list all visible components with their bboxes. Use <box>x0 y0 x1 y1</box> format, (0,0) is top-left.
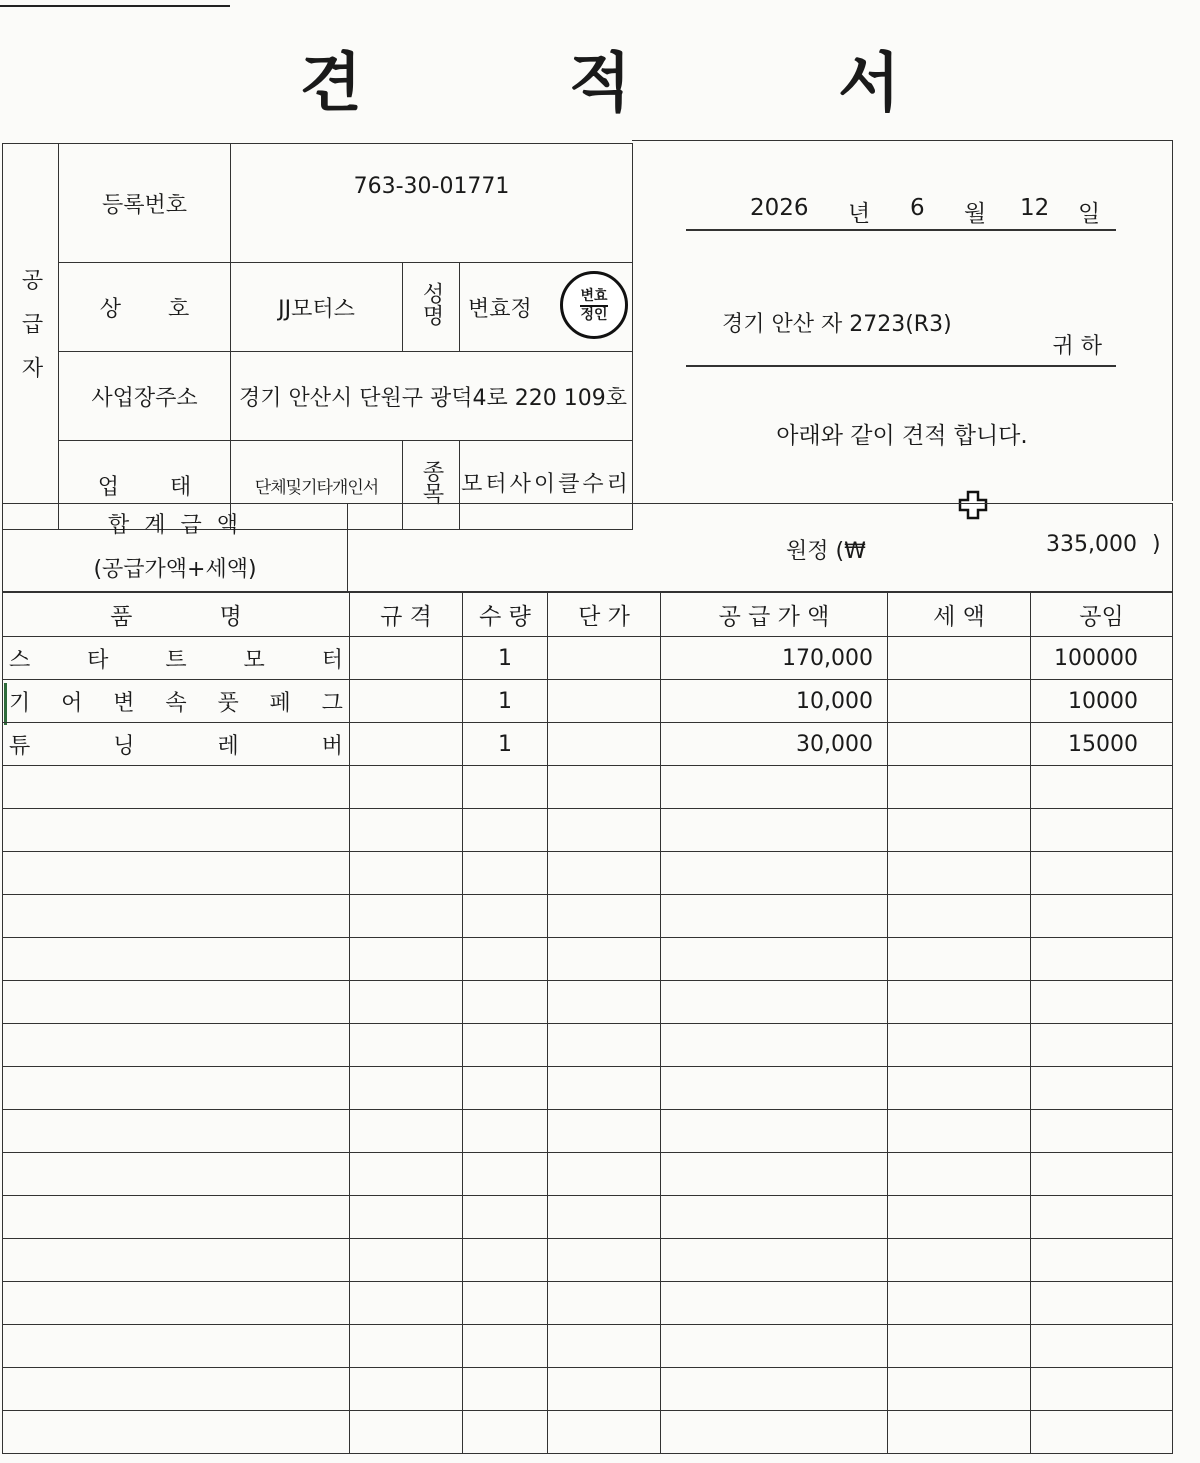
item-name-cell <box>3 1282 350 1325</box>
item-name-cell <box>3 938 350 981</box>
item-tax <box>888 852 1031 895</box>
won-label: 원정 (₩ <box>786 539 866 564</box>
item-labor <box>1031 766 1173 809</box>
total-label-cell <box>3 504 348 593</box>
item-unit <box>548 1196 661 1239</box>
item-spec <box>350 938 463 981</box>
total-sublabel: (공급가액+세액) <box>93 557 257 582</box>
table-row <box>3 938 1173 981</box>
table-row <box>3 1196 1173 1239</box>
item-labor <box>1031 895 1173 938</box>
items-table <box>2 591 1173 1454</box>
table-row <box>3 809 1173 852</box>
item-qty: 1 <box>463 723 548 766</box>
item-unit <box>548 1325 661 1368</box>
item-qty <box>463 1110 548 1153</box>
item-spec <box>350 637 463 680</box>
recipient-name: 경기 안산 자 2723(R3) <box>722 312 952 337</box>
item-unit <box>548 1411 661 1454</box>
table-row <box>3 981 1173 1024</box>
item-supply: 170,000 <box>661 637 888 680</box>
item-tax <box>888 680 1031 723</box>
item-spec <box>350 852 463 895</box>
item-spec <box>350 723 463 766</box>
item-qty <box>463 938 548 981</box>
item-tax <box>888 1368 1031 1411</box>
item-spec <box>350 1110 463 1153</box>
table-row <box>3 680 1173 723</box>
item-unit <box>548 981 661 1024</box>
item-qty <box>463 1282 548 1325</box>
item-tax <box>888 1067 1031 1110</box>
item-tax <box>888 981 1031 1024</box>
item-tax <box>888 1024 1031 1067</box>
date-line <box>686 191 1116 231</box>
item-supply: 30,000 <box>661 723 888 766</box>
item-spec <box>350 1368 463 1411</box>
item-qty <box>463 981 548 1024</box>
table-row <box>3 895 1173 938</box>
table-row <box>3 1282 1173 1325</box>
header-supply: 공 급 가 액 <box>661 592 888 637</box>
item-name-cell <box>3 766 350 809</box>
item-name-cell <box>3 1325 350 1368</box>
document-title <box>240 28 960 128</box>
item-unit <box>548 723 661 766</box>
item-supply <box>661 938 888 981</box>
title-char-1: 견 <box>300 46 362 121</box>
item-labor <box>1031 809 1173 852</box>
item-labor <box>1031 1153 1173 1196</box>
seal-stamp: 변효 정인 <box>560 271 628 339</box>
header-item-name: 품 명 <box>3 592 350 637</box>
item-qty: 1 <box>463 637 548 680</box>
item-name-cell <box>3 1110 350 1153</box>
item-supply <box>661 981 888 1024</box>
item-name: 스 타 트 모 터 <box>9 647 343 673</box>
name-value: 변효정 <box>468 296 532 322</box>
item-tax <box>888 809 1031 852</box>
table-row <box>3 1239 1173 1282</box>
item-supply: 10,000 <box>661 680 888 723</box>
item-supply <box>661 1196 888 1239</box>
table-row <box>3 1110 1173 1153</box>
recipient-line <box>686 299 1116 367</box>
table-row <box>3 1368 1173 1411</box>
total-amount-cell <box>348 504 1173 593</box>
table-row <box>3 766 1173 809</box>
item-supply <box>661 1411 888 1454</box>
item-spec <box>350 1282 463 1325</box>
item-name-cell <box>3 895 350 938</box>
item-spec <box>350 809 463 852</box>
name-cell <box>460 263 633 352</box>
item-spec <box>350 981 463 1024</box>
item-name-cell <box>3 1411 350 1454</box>
table-row <box>3 1067 1173 1110</box>
item-supply <box>661 809 888 852</box>
item-supply <box>661 1368 888 1411</box>
table-row <box>3 1153 1173 1196</box>
header-labor: 공임 <box>1031 592 1173 637</box>
table-header-row <box>3 592 1173 637</box>
item-tax <box>888 1411 1031 1454</box>
item-tax <box>888 1239 1031 1282</box>
item-qty <box>463 766 548 809</box>
item-qty <box>463 895 548 938</box>
item-supply <box>661 852 888 895</box>
item-unit <box>548 1239 661 1282</box>
table-row <box>3 637 1173 680</box>
item-labor <box>1031 1024 1173 1067</box>
item-labor: 100000 <box>1031 637 1173 680</box>
item-unit <box>548 895 661 938</box>
item-spec <box>350 1024 463 1067</box>
date-month: 6 <box>910 195 925 221</box>
item-name-cell <box>3 1153 350 1196</box>
total-table <box>2 503 1173 593</box>
header-qty: 수 량 <box>463 592 548 637</box>
item-unit <box>548 809 661 852</box>
total-close: ) <box>1152 532 1161 557</box>
item-qty: 1 <box>463 680 548 723</box>
item-name-cell <box>3 852 350 895</box>
item-labor: 10000 <box>1031 680 1173 723</box>
date-year-label: 년 <box>848 201 871 227</box>
item-spec <box>350 895 463 938</box>
item-qty <box>463 1411 548 1454</box>
item-unit <box>548 766 661 809</box>
item-supply <box>661 1110 888 1153</box>
item-tax <box>888 723 1031 766</box>
item-name-cell <box>3 723 350 766</box>
item-tax <box>888 766 1031 809</box>
item-name: 기 어 변 속 풋 페 그 <box>9 690 343 716</box>
header-spec: 규 격 <box>350 592 463 637</box>
item-supply <box>661 1153 888 1196</box>
top-rule <box>0 5 230 7</box>
item-name-cell <box>3 1024 350 1067</box>
item-qty <box>463 1024 548 1067</box>
item-labor <box>1031 1411 1173 1454</box>
item-qty <box>463 1368 548 1411</box>
item-name-cell <box>3 680 350 723</box>
item-qty <box>463 852 548 895</box>
item-labor <box>1031 1325 1173 1368</box>
reg-no-label: 등록번호 <box>59 144 231 263</box>
date-month-label: 월 <box>964 201 987 227</box>
item-unit <box>548 1024 661 1067</box>
date-year: 2026 <box>750 195 809 221</box>
item-labor <box>1031 1110 1173 1153</box>
supplier-label: 공급자 <box>3 144 59 530</box>
company-value: JJ모터스 <box>231 263 403 352</box>
table-row <box>3 852 1173 895</box>
item-spec <box>350 766 463 809</box>
header-unit-price: 단 가 <box>548 592 661 637</box>
item-name-cell <box>3 1368 350 1411</box>
item-tax <box>888 1110 1031 1153</box>
item-tax <box>888 1196 1031 1239</box>
date-day-label: 일 <box>1078 201 1101 227</box>
item-tax <box>888 1325 1031 1368</box>
quote-statement: 아래와 같이 견적 합니다. <box>776 423 1028 449</box>
item-tax <box>888 1282 1031 1325</box>
item-spec <box>350 1239 463 1282</box>
item-spec <box>350 1153 463 1196</box>
supplier-table <box>2 143 633 530</box>
item-labor <box>1031 1196 1173 1239</box>
item-unit <box>548 637 661 680</box>
title-char-2: 적 <box>569 46 631 121</box>
item-spec <box>350 1325 463 1368</box>
item-labor <box>1031 1067 1173 1110</box>
total-label: 합 계 금 액 <box>108 513 242 538</box>
item-tax <box>888 1153 1031 1196</box>
item-unit <box>548 1067 661 1110</box>
item-qty <box>463 1153 548 1196</box>
recipient-honorific: 귀 하 <box>1052 334 1102 359</box>
table-row <box>3 1411 1173 1454</box>
item-unit <box>548 680 661 723</box>
item-tax <box>888 895 1031 938</box>
item-qty <box>463 1067 548 1110</box>
item-qty <box>463 1196 548 1239</box>
item-name-cell <box>3 1239 350 1282</box>
item-unit <box>548 938 661 981</box>
item-name-cell <box>3 809 350 852</box>
item-spec <box>350 1411 463 1454</box>
table-row <box>3 1325 1173 1368</box>
item-name: 튜 닝 레 버 <box>9 733 343 759</box>
address-label: 사업장주소 <box>59 352 231 441</box>
table-row <box>3 1024 1173 1067</box>
item-spec <box>350 680 463 723</box>
header-tax: 세 액 <box>888 592 1031 637</box>
address-value: 경기 안산시 단원구 광덕4로 220 109호 <box>231 352 633 441</box>
item-spec <box>350 1067 463 1110</box>
item-qty <box>463 809 548 852</box>
item-unit <box>548 1153 661 1196</box>
category-label: 종목 <box>403 441 460 530</box>
item-unit <box>548 852 661 895</box>
item-qty <box>463 1325 548 1368</box>
item-name-cell <box>3 1067 350 1110</box>
item-supply <box>661 766 888 809</box>
title-char-3: 서 <box>838 46 900 121</box>
business-type-value: 단체및기타개인서 <box>231 441 403 530</box>
item-tax <box>888 938 1031 981</box>
item-labor <box>1031 1368 1173 1411</box>
item-qty <box>463 1239 548 1282</box>
item-supply <box>661 1067 888 1110</box>
item-name-cell <box>3 637 350 680</box>
item-name-cell <box>3 981 350 1024</box>
business-type-label: 업 태 <box>59 441 231 530</box>
item-name-cell <box>3 1196 350 1239</box>
item-labor: 15000 <box>1031 723 1173 766</box>
item-unit <box>548 1368 661 1411</box>
item-tax <box>888 637 1031 680</box>
table-row <box>3 723 1173 766</box>
item-supply <box>661 895 888 938</box>
item-labor <box>1031 852 1173 895</box>
item-supply <box>661 1239 888 1282</box>
item-labor <box>1031 1282 1173 1325</box>
category-value: 모터사이클수리 <box>460 441 633 530</box>
reg-no-value: 763-30-01771 <box>231 144 633 263</box>
item-labor <box>1031 981 1173 1024</box>
item-labor <box>1031 938 1173 981</box>
date-day: 12 <box>1020 195 1050 221</box>
recipient-box <box>632 140 1173 501</box>
item-unit <box>548 1282 661 1325</box>
company-label: 상 호 <box>59 263 231 352</box>
item-spec <box>350 1196 463 1239</box>
item-unit <box>548 1110 661 1153</box>
item-labor <box>1031 1239 1173 1282</box>
item-rows <box>3 637 1173 1454</box>
item-supply <box>661 1325 888 1368</box>
total-amount: 335,000 <box>1046 532 1137 557</box>
item-supply <box>661 1282 888 1325</box>
item-supply <box>661 1024 888 1067</box>
name-label: 성명 <box>403 263 460 352</box>
